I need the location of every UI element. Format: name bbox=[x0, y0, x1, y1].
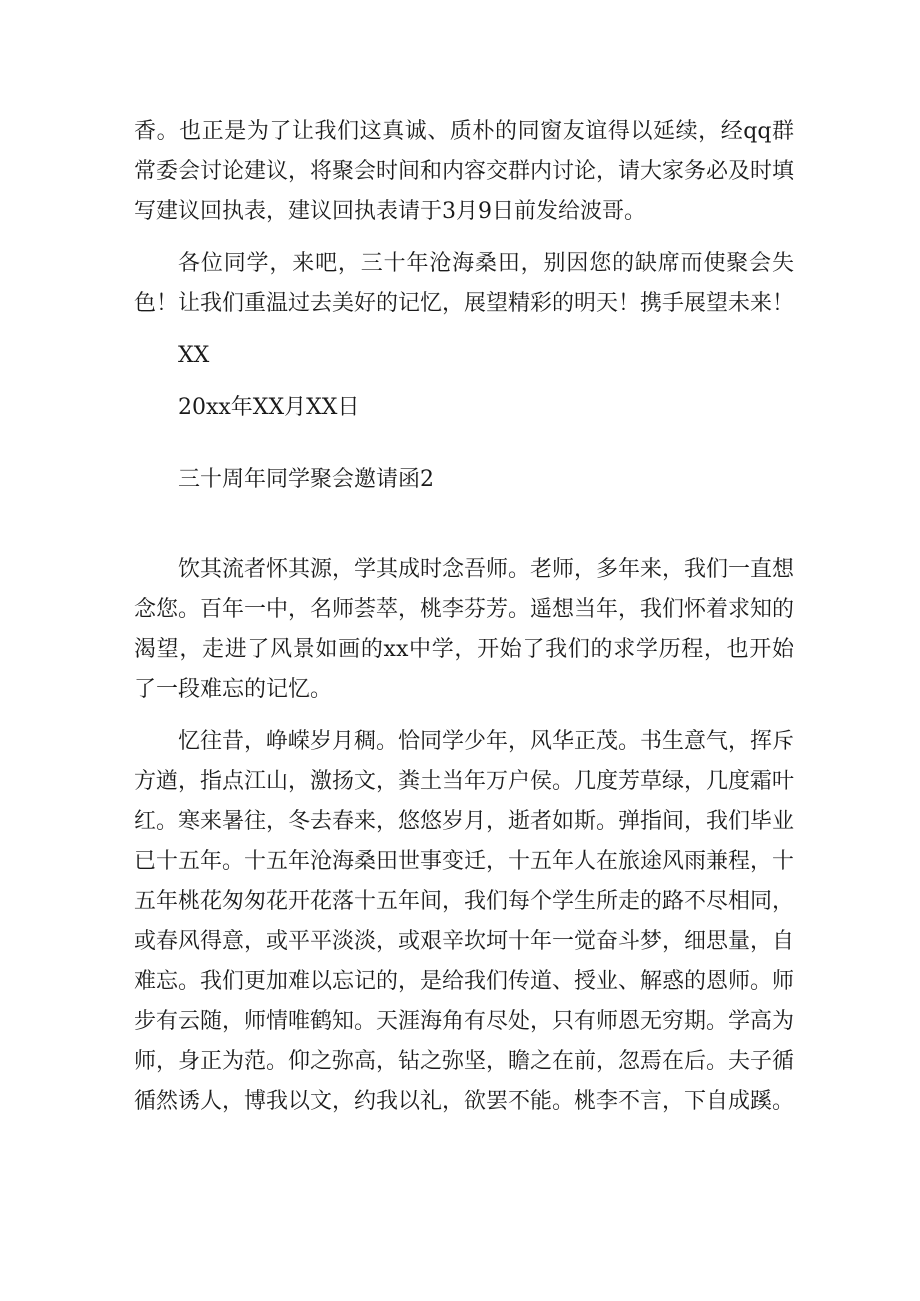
paragraph-call-to-action: 各位同学，来吧，三十年沧海桑田，别因您的缺席而使聚会失色！让我们重温过去美好的记忆，展望精彩的明天！携手展望未来！ bbox=[134, 251, 795, 316]
document-page bbox=[134, 112, 794, 1122]
date-line: 20xx年XX月XX日 bbox=[178, 395, 360, 420]
paragraph-memories: 忆往昔，峥嵘岁月稠。恰同学少年，风华正茂。书生意气，挥斥方遒，指点江山，激扬文，粪土当年万户侯。几度芳草绿，几度霜叶红。寒来暑往，冬去春来，悠悠岁月，逝者如斯。弹指间，我们毕业已十五年。十五年沧海桑田世事变迁，十五年人在旅途风雨兼程，十五年桃花匆匆花开花落十五年间，我们每个学生所走的路不尽相同，或春风得意，或平平淡淡，或艰辛坎坷十年一觉奋斗梦，细思量，自难忘。我们更加难以忘记的，是给我们传道、授业、解惑的恩师。师步有云随，师情唯鹤知。天涯海角有尽处，只有师恩无穷期。学高为师，身正为范。仰之弥高，钻之弥坚，瞻之在前，忽焉在后。夫子循循然诱人，博我以文，约我以礼，欲罢不能。桃李不言，下自成蹊。 bbox=[134, 729, 795, 1114]
paragraph-continuation: 香。也正是为了让我们这真诚、质朴的同窗友谊得以延续，经qq群常委会讨论建议，将聚会时间和内容交群内讨论，请大家务必及时填写建议回执表，建议回执表请于3月9日前发给波哥。 bbox=[134, 119, 795, 224]
paragraph-teachers-intro: 饮其流者怀其源，学其成时念吾师。老师，多年来，我们一直想念您。百年一中，名师荟萃，桃李芬芳。遥想当年，我们怀着求知的渴望，走进了风景如画的xx中学，开始了我们的求学历程，也开始了一段难忘的记忆。 bbox=[134, 557, 795, 702]
signature: XX bbox=[178, 343, 210, 368]
section-title: 三十周年同学聚会邀请函2 bbox=[178, 467, 434, 492]
